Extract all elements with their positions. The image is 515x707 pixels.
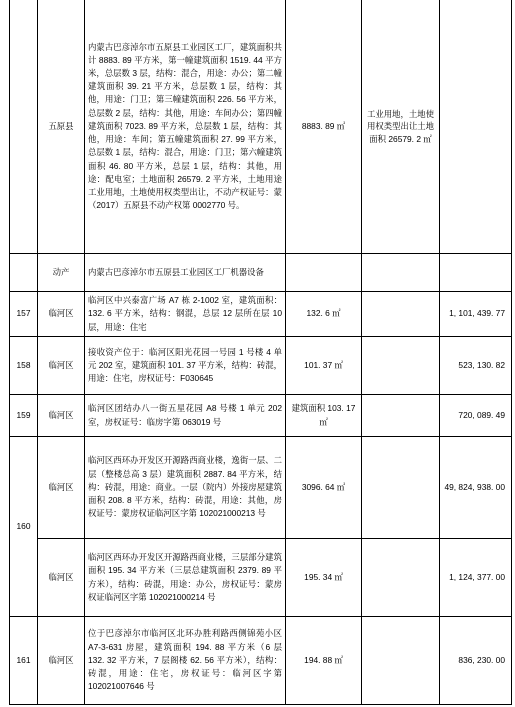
district-cell: 临河区 — [38, 539, 85, 617]
row-number: 158 — [10, 337, 38, 395]
note-cell — [362, 437, 440, 539]
description-cell: 临河区中兴泰富广场 A7 栋 2-1002 室，建筑面积：132. 6 平方米，结构：钢混，总层 12 层所在层 10 层，用途：住宅 — [85, 292, 286, 337]
district-cell: 临河区 — [38, 437, 85, 539]
area-cell: 8883. 89 ㎡ — [286, 0, 362, 254]
table-row — [10, 617, 512, 705]
amount-cell: 523, 130. 82 — [440, 337, 512, 395]
district-cell: 五原县 — [38, 0, 85, 254]
area-cell: 132. 6 ㎡ — [286, 292, 362, 337]
note-cell — [362, 337, 440, 395]
district-cell: 动产 — [38, 254, 85, 292]
district-cell: 临河区 — [38, 337, 85, 395]
area-cell: 3096. 64 ㎡ — [286, 437, 362, 539]
amount-cell — [440, 254, 512, 292]
area-cell — [286, 254, 362, 292]
note-cell: 工业用地，土地使用权类型出让土地面积 26579. 2 ㎡ — [362, 0, 440, 254]
row-number: 159 — [10, 395, 38, 437]
row-number: 157 — [10, 292, 38, 337]
row-number: 160 — [10, 437, 38, 617]
area-cell: 195. 34 ㎡ — [286, 539, 362, 617]
district-cell: 临河区 — [38, 395, 85, 437]
asset-table — [9, 0, 512, 705]
table-row — [10, 437, 512, 539]
amount-cell — [440, 0, 512, 254]
table-row — [10, 292, 512, 337]
row-number — [10, 0, 38, 254]
amount-cell: 49, 824, 938. 00 — [440, 437, 512, 539]
table-row — [10, 337, 512, 395]
note-cell — [362, 539, 440, 617]
note-cell — [362, 254, 440, 292]
district-cell: 临河区 — [38, 617, 85, 705]
area-cell: 101. 37 ㎡ — [286, 337, 362, 395]
note-cell — [362, 292, 440, 337]
area-cell: 建筑面积 103. 17 ㎡ — [286, 395, 362, 437]
description-cell: 内蒙古巴彦淖尔市五原县工业园区工厂，建筑面积共计 8883. 89 平方米，第一幢建筑面积 1519. 44 平方米，总层数 3 层，结构：混合，用途：办公；第二幢建筑面积 39. 21 平方米，总层数 1 层，结构：其他，用途：门卫；第三幢建筑面积 226. 56 平方米，总层数 2 层，结构：其他，用途：车间办公；第四幢建筑面积 7023. 89 平方米，总层数 1 层，结构：其他，用途：车间；第五幢建筑面积 27. 99 平方米，总层数 1 层，结构：混合，用途：门卫；第六幢建筑面积 46. 80 平方米，总层 1 层，结构：其他，用途：配电室；土地面积 26579. 2 平方米，土地用途工业用地，土地使用权类型出让，不动产权证号：蒙（2017）五原县不动产权第 0002770 号。 — [85, 0, 286, 254]
description-cell: 临河区团结办八一街五星花园 A8 号楼 1 单元 202 室，房权证号：临房字第 063019 号 — [85, 395, 286, 437]
description-cell: 内蒙古巴彦淖尔市五原县工业园区工厂机器设备 — [85, 254, 286, 292]
note-cell — [362, 617, 440, 705]
row-number — [10, 254, 38, 292]
district-cell: 临河区 — [38, 292, 85, 337]
table-row — [10, 0, 512, 254]
amount-cell: 1, 124, 377. 00 — [440, 539, 512, 617]
area-cell: 194. 88 ㎡ — [286, 617, 362, 705]
amount-cell: 1, 101, 439. 77 — [440, 292, 512, 337]
description-cell: 接收资产位于：临河区阳光花园一号园 1 号楼 4 单元 202 室，建筑面积 101. 37 平方米，结构：砖混，用途：住宅，房权证号：F030645 — [85, 337, 286, 395]
description-cell: 临河区西环办开发区开源路西商业楼，三层部分建筑面积 195. 34 平方米（三层总建筑面积 2379. 89 平方米），结构：砖混，用途：办公，房权证号：蒙房权证临河区字第 102021000214 号 — [85, 539, 286, 617]
table-row — [10, 539, 512, 617]
table-row — [10, 395, 512, 437]
row-number: 161 — [10, 617, 38, 705]
table-row — [10, 254, 512, 292]
note-cell — [362, 395, 440, 437]
description-cell: 临河区西环办开发区开源路西商业楼，逸街一层、二层（整楼总高 3 层）建筑面积 2887. 84 平方米，结构：砖混，用途：商业。一层（院内）外接房屋建筑面积 208. 8 平方米，结构：砖混，用途：其他，房权证号：蒙房权证临河区字第 102021000213 号 — [85, 437, 286, 539]
amount-cell: 836, 230. 00 — [440, 617, 512, 705]
description-cell: 位于巴彦淖尔市临河区北环办胜利路西侧锦苑小区 A7-3-631 房屋，建筑面积 194. 88 平方米（6 层 132. 32 平方米，7 层阁楼 62. 56 平方米），结构：砖混，用途：住宅，房权证号：临河区字第 102021007646 号 — [85, 617, 286, 705]
amount-cell: 720, 089. 49 — [440, 395, 512, 437]
